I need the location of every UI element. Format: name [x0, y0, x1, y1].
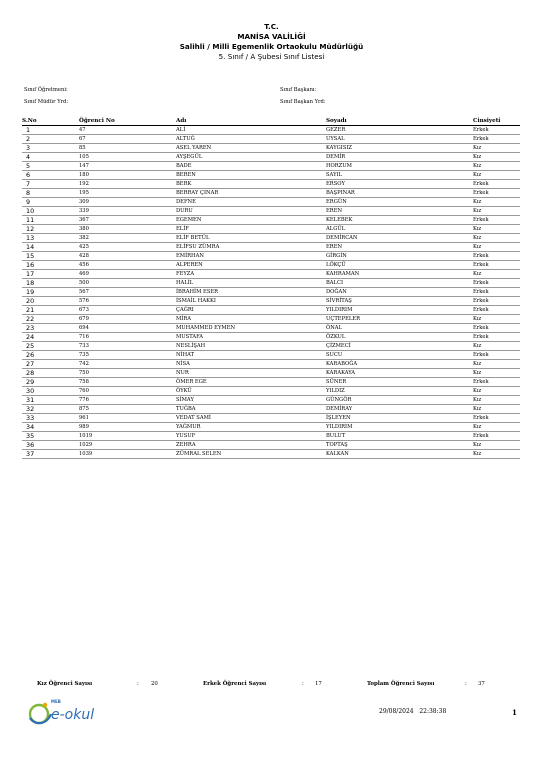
cell-gender: Kız: [473, 342, 520, 351]
cell-surname: KARAKAYA: [326, 369, 473, 378]
cell-name: DEFNE: [176, 198, 326, 207]
cell-gender: Kız: [473, 405, 520, 414]
cell-name: ALTUĞ: [176, 135, 326, 144]
cell-student-no: 1039: [79, 450, 176, 459]
table-row: [22, 423, 520, 432]
table-row: [22, 450, 520, 459]
total-count-label: Toplam Öğrenci Sayısı: [367, 681, 435, 687]
table-row: [22, 369, 520, 378]
table-row: [22, 378, 520, 387]
table-row: [22, 351, 520, 360]
cell-sno: 10: [22, 207, 79, 216]
cell-student-no: 469: [79, 270, 176, 279]
table-header-row: [22, 117, 520, 126]
cell-name: DURU: [176, 207, 326, 216]
cell-gender: Erkek: [473, 288, 520, 297]
cell-gender: Kız: [473, 243, 520, 252]
cell-gender: Erkek: [473, 189, 520, 198]
cell-sno: 25: [22, 342, 79, 351]
cell-student-no: 85: [79, 144, 176, 153]
table-row: [22, 279, 520, 288]
girl-count-colon: :: [137, 681, 139, 687]
cell-sno: 2: [22, 135, 79, 144]
cell-sno: 19: [22, 288, 79, 297]
cell-gender: Kız: [473, 207, 520, 216]
cell-name: AYŞEGÜL: [176, 153, 326, 162]
cell-name: MUHAMMED EYMEN: [176, 324, 326, 333]
cell-surname: ÖZKUL: [326, 333, 473, 342]
cell-surname: KAYGISIZ: [326, 144, 473, 153]
eokul-logo-icon: [24, 697, 104, 729]
cell-name: ÇAĞRI: [176, 306, 326, 315]
cell-name: BERRAY ÇINAR: [176, 189, 326, 198]
table-row: [22, 207, 520, 216]
cell-student-no: 192: [79, 180, 176, 189]
cell-sno: 4: [22, 153, 79, 162]
cell-student-no: 776: [79, 396, 176, 405]
cell-sno: 23: [22, 324, 79, 333]
cell-surname: SUCU: [326, 351, 473, 360]
cell-surname: BULUT: [326, 432, 473, 441]
cell-student-no: 428: [79, 252, 176, 261]
class-teacher-label: Sınıf Öğretmeni:: [24, 87, 68, 93]
table-row: [22, 297, 520, 306]
cell-student-no: 750: [79, 369, 176, 378]
cell-gender: Erkek: [473, 351, 520, 360]
cell-gender: Erkek: [473, 414, 520, 423]
cell-surname: SAYIL: [326, 171, 473, 180]
cell-sno: 21: [22, 306, 79, 315]
cell-surname: GEZER: [326, 126, 473, 135]
cell-student-no: 1019: [79, 432, 176, 441]
cell-sno: 22: [22, 315, 79, 324]
girl-count-value: 20: [151, 681, 158, 687]
cell-name: BEREN: [176, 171, 326, 180]
cell-gender: Kız: [473, 225, 520, 234]
cell-gender: Kız: [473, 315, 520, 324]
table-row: [22, 342, 520, 351]
table-row: [22, 324, 520, 333]
cell-sno: 9: [22, 198, 79, 207]
table-row: [22, 387, 520, 396]
cell-student-no: 961: [79, 414, 176, 423]
cell-student-no: 1029: [79, 441, 176, 450]
cell-gender: Kız: [473, 387, 520, 396]
cell-name: YAĞMUR: [176, 423, 326, 432]
cell-gender: Kız: [473, 198, 520, 207]
cell-surname: GİRGİN: [326, 252, 473, 261]
cell-student-no: 425: [79, 243, 176, 252]
cell-gender: Kız: [473, 153, 520, 162]
table-row: [22, 216, 520, 225]
cell-sno: 29: [22, 378, 79, 387]
table-row: [22, 414, 520, 423]
cell-sno: 13: [22, 234, 79, 243]
cell-student-no: 67: [79, 135, 176, 144]
cell-surname: KAHRAMAN: [326, 270, 473, 279]
table-row: [22, 189, 520, 198]
cell-surname: HORZUM: [326, 162, 473, 171]
cell-gender: Erkek: [473, 432, 520, 441]
cell-student-no: 309: [79, 198, 176, 207]
table-body: [22, 126, 520, 459]
cell-sno: 34: [22, 423, 79, 432]
cell-name: ÖMER EGE: [176, 378, 326, 387]
page-number: 1: [512, 708, 517, 717]
cell-gender: Kız: [473, 234, 520, 243]
table-row: [22, 234, 520, 243]
cell-gender: Erkek: [473, 306, 520, 315]
boy-count-colon: :: [302, 681, 304, 687]
cell-surname: DEMİR: [326, 153, 473, 162]
logo-meb-text: MEB: [51, 699, 61, 704]
cell-sno: 12: [22, 225, 79, 234]
cell-sno: 14: [22, 243, 79, 252]
cell-name: ALİ: [176, 126, 326, 135]
header-list-title: 5. Sınıf / A Şubesi Sınıf Listesi: [218, 52, 325, 61]
cell-student-no: 180: [79, 171, 176, 180]
boy-count-label: Erkek Öğrenci Sayısı: [203, 681, 267, 687]
cell-surname: YILDIRIM: [326, 423, 473, 432]
cell-student-no: 380: [79, 225, 176, 234]
cell-student-no: 147: [79, 162, 176, 171]
col-header-student-no: Öğrenci No: [79, 117, 176, 126]
cell-surname: BALCI: [326, 279, 473, 288]
cell-name: FEYZA: [176, 270, 326, 279]
cell-student-no: 382: [79, 234, 176, 243]
col-header-sno: S.No: [22, 117, 79, 126]
cell-sno: 33: [22, 414, 79, 423]
cell-surname: BAŞPINAR: [326, 189, 473, 198]
cell-name: ÖYKÜ: [176, 387, 326, 396]
cell-gender: Kız: [473, 369, 520, 378]
cell-sno: 7: [22, 180, 79, 189]
cell-sno: 5: [22, 162, 79, 171]
cell-sno: 11: [22, 216, 79, 225]
col-header-gender: Cinsiyeti: [473, 117, 520, 126]
girl-count-label: Kız Öğrenci Sayısı: [37, 681, 93, 687]
cell-gender: Erkek: [473, 180, 520, 189]
cell-surname: DEMİRCAN: [326, 234, 473, 243]
cell-sno: 28: [22, 369, 79, 378]
cell-sno: 32: [22, 405, 79, 414]
cell-student-no: 339: [79, 207, 176, 216]
col-header-surname: Soyadı: [326, 117, 473, 126]
cell-gender: Kız: [473, 450, 520, 459]
header-tc: T.C.: [264, 22, 279, 31]
cell-surname: KARABOĞA: [326, 360, 473, 369]
cell-surname: ÖNAL: [326, 324, 473, 333]
cell-sno: 27: [22, 360, 79, 369]
document-header: [0, 22, 543, 62]
cell-gender: Erkek: [473, 216, 520, 225]
cell-name: SİMAY: [176, 396, 326, 405]
cell-gender: Erkek: [473, 324, 520, 333]
cell-gender: Erkek: [473, 261, 520, 270]
cell-student-no: 758: [79, 378, 176, 387]
cell-sno: 15: [22, 252, 79, 261]
cell-name: NİHAT: [176, 351, 326, 360]
cell-surname: İŞLEYEN: [326, 414, 473, 423]
table-row: [22, 333, 520, 342]
cell-name: VEDAT SAMİ: [176, 414, 326, 423]
table-row: [22, 360, 520, 369]
cell-sno: 8: [22, 189, 79, 198]
cell-name: EMİRHAN: [176, 252, 326, 261]
cell-name: TUĞBA: [176, 405, 326, 414]
cell-gender: Kız: [473, 360, 520, 369]
cell-gender: Kız: [473, 171, 520, 180]
table-row: [22, 153, 520, 162]
cell-surname: ÇİZMECİ: [326, 342, 473, 351]
cell-name: MUSTAFA: [176, 333, 326, 342]
cell-name: NİSA: [176, 360, 326, 369]
table-row: [22, 441, 520, 450]
logo-eokul-text: e-okul: [51, 707, 95, 723]
total-count-colon: :: [465, 681, 467, 687]
print-time: 22:38:38: [419, 708, 447, 715]
class-president-label: Sınıf Başkanı:: [280, 87, 317, 93]
cell-gender: Kız: [473, 423, 520, 432]
cell-gender: Erkek: [473, 279, 520, 288]
cell-student-no: 367: [79, 216, 176, 225]
cell-sno: 30: [22, 387, 79, 396]
cell-gender: Kız: [473, 270, 520, 279]
table-row: [22, 396, 520, 405]
cell-surname: KELEBEK: [326, 216, 473, 225]
cell-sno: 17: [22, 270, 79, 279]
cell-name: NUR: [176, 369, 326, 378]
cell-gender: Erkek: [473, 378, 520, 387]
cell-name: BADE: [176, 162, 326, 171]
table-row: [22, 270, 520, 279]
table-row: [22, 180, 520, 189]
table-row: [22, 144, 520, 153]
cell-name: NESLİŞAH: [176, 342, 326, 351]
cell-sno: 1: [22, 126, 79, 135]
cell-sno: 36: [22, 441, 79, 450]
header-school: Salihli / Milli Egemenlik Ortaokulu Müdürlüğü: [179, 42, 364, 51]
cell-surname: YILDIZ: [326, 387, 473, 396]
boy-count-value: 17: [315, 681, 322, 687]
cell-name: İSMAİL HAKKI: [176, 297, 326, 306]
cell-surname: SİVRİTAŞ: [326, 297, 473, 306]
cell-sno: 31: [22, 396, 79, 405]
cell-student-no: 576: [79, 297, 176, 306]
table-row: [22, 135, 520, 144]
cell-sno: 16: [22, 261, 79, 270]
cell-surname: YILDIRIM: [326, 306, 473, 315]
cell-name: ZEHRA: [176, 441, 326, 450]
cell-surname: KALKAN: [326, 450, 473, 459]
cell-student-no: 760: [79, 387, 176, 396]
header-valilik: MANİSA VALİLİĞİ: [237, 32, 306, 41]
cell-sno: 37: [22, 450, 79, 459]
cell-name: ELİFSU ZÜMRA: [176, 243, 326, 252]
cell-surname: UYSAL: [326, 135, 473, 144]
class-vice-president-label: Sınıf Başkan Yrd:: [280, 99, 326, 105]
cell-gender: Erkek: [473, 333, 520, 342]
cell-gender: Erkek: [473, 126, 520, 135]
table-row: [22, 126, 520, 135]
cell-gender: Kız: [473, 441, 520, 450]
cell-surname: ALGÜL: [326, 225, 473, 234]
cell-surname: EREN: [326, 243, 473, 252]
table-row: [22, 432, 520, 441]
cell-student-no: 989: [79, 423, 176, 432]
cell-name: ALPEREN: [176, 261, 326, 270]
cell-student-no: 735: [79, 351, 176, 360]
cell-surname: SÜNER: [326, 378, 473, 387]
cell-student-no: 673: [79, 306, 176, 315]
cell-surname: ERGÜN: [326, 198, 473, 207]
cell-surname: LÖKÇÜ: [326, 261, 473, 270]
cell-student-no: 456: [79, 261, 176, 270]
cell-sno: 24: [22, 333, 79, 342]
table-row: [22, 198, 520, 207]
cell-sno: 6: [22, 171, 79, 180]
table-row: [22, 162, 520, 171]
cell-name: MİRA: [176, 315, 326, 324]
cell-gender: Kız: [473, 162, 520, 171]
cell-student-no: 567: [79, 288, 176, 297]
table-row: [22, 288, 520, 297]
table-row: [22, 252, 520, 261]
eokul-logo: [24, 697, 104, 729]
table-row: [22, 315, 520, 324]
table-row: [22, 243, 520, 252]
cell-gender: Erkek: [473, 252, 520, 261]
cell-surname: DOĞAN: [326, 288, 473, 297]
cell-student-no: 105: [79, 153, 176, 162]
cell-gender: Kız: [473, 396, 520, 405]
cell-student-no: 733: [79, 342, 176, 351]
cell-surname: EREN: [326, 207, 473, 216]
cell-sno: 20: [22, 297, 79, 306]
cell-sno: 18: [22, 279, 79, 288]
cell-surname: DEMİRAY: [326, 405, 473, 414]
class-vice-principal-label: Sınıf Müdür Yrd:: [24, 99, 69, 105]
cell-student-no: 875: [79, 405, 176, 414]
cell-name: İBRAHİM ESER: [176, 288, 326, 297]
total-count-value: 37: [478, 681, 485, 687]
cell-student-no: 47: [79, 126, 176, 135]
cell-student-no: 500: [79, 279, 176, 288]
cell-sno: 26: [22, 351, 79, 360]
cell-surname: GÜNGÖR: [326, 396, 473, 405]
table-row: [22, 405, 520, 414]
print-date: 29/08/2024: [379, 708, 414, 715]
table-row: [22, 225, 520, 234]
cell-sno: 35: [22, 432, 79, 441]
cell-name: ASEL YAREN: [176, 144, 326, 153]
cell-gender: Kız: [473, 144, 520, 153]
student-table: [22, 117, 520, 459]
cell-student-no: 679: [79, 315, 176, 324]
cell-surname: UÇTEPELER: [326, 315, 473, 324]
cell-gender: Erkek: [473, 297, 520, 306]
cell-gender: Erkek: [473, 135, 520, 144]
table-row: [22, 171, 520, 180]
cell-student-no: 195: [79, 189, 176, 198]
cell-name: ZÜMRAL SELEN: [176, 450, 326, 459]
table-row: [22, 261, 520, 270]
cell-name: EGEMEN: [176, 216, 326, 225]
print-datetime: [379, 708, 446, 715]
cell-surname: TOPTAŞ: [326, 441, 473, 450]
cell-student-no: 716: [79, 333, 176, 342]
col-header-name: Adı: [176, 117, 326, 126]
cell-sno: 3: [22, 144, 79, 153]
cell-surname: ERSOY: [326, 180, 473, 189]
cell-student-no: 742: [79, 360, 176, 369]
cell-name: ELİF BETÜL: [176, 234, 326, 243]
table-row: [22, 306, 520, 315]
cell-student-no: 694: [79, 324, 176, 333]
cell-name: HALİL: [176, 279, 326, 288]
cell-name: ELİF: [176, 225, 326, 234]
cell-name: YUSUF: [176, 432, 326, 441]
cell-name: BERK: [176, 180, 326, 189]
